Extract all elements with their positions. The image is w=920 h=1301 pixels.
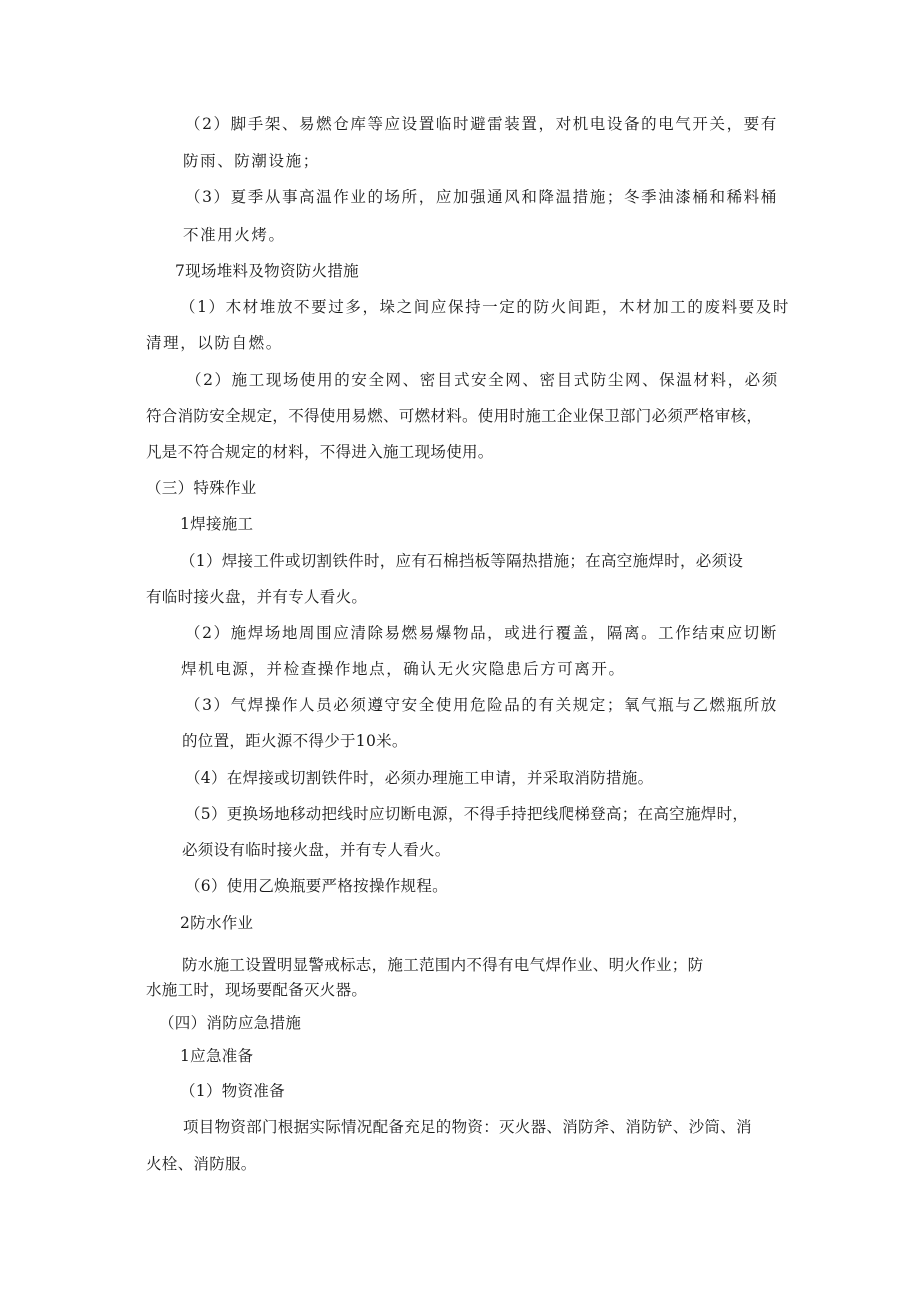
- section-heading: （三）特殊作业: [146, 479, 257, 497]
- text-line: （3）夏季从事高温作业的场所，应加强通风和降温措施；冬季油漆桶和稀料桶: [185, 188, 778, 206]
- text-line: （3）气焊操作人员必须遵守安全使用危险品的有关规定；氧气瓶与乙燃瓶所放: [185, 696, 778, 714]
- text-line: 有临时接火盘，并有专人看火。: [146, 588, 368, 606]
- section-heading: （四）消防应急措施: [159, 1014, 302, 1032]
- section-heading: （1）物资准备: [180, 1082, 285, 1100]
- section-heading: 1应急准备: [180, 1047, 254, 1065]
- text-line: 清理，以防自燃。: [146, 334, 283, 352]
- section-heading: 2防水作业: [180, 914, 254, 932]
- text-line: （1）木材堆放不要过多，垛之间应保持一定的防火间距，木材加工的废料要及时: [180, 298, 790, 316]
- text-line: （1）焊接工件或切割铁件时，应有石棉挡板等隔热措施；在高空施焊时，必须设: [180, 552, 744, 570]
- text-line: （2）施焊场地周围应清除易燃易爆物品，或进行覆盖，隔离。工作结束应切断: [185, 624, 778, 642]
- text-line: 符合消防安全规定，不得使用易燃、可燃材料。使用时施工企业保卫部门必须严格审核，: [146, 407, 763, 425]
- text-line: 焊机电源，并检查操作地点，确认无火灾隐患后方可离开。: [181, 660, 626, 678]
- text-line: 防雨、防潮设施；: [183, 152, 320, 170]
- section-heading: 1焊接施工: [180, 515, 254, 533]
- text-line: （2）脚手架、易燃仓库等应设置临时避雷装置，对机电设备的电气开关，要有: [185, 115, 778, 133]
- text-line: （6）使用乙焕瓶要严格按操作规程。: [185, 877, 448, 895]
- text-line: （4）在焊接或切割铁件时，必须办理施工申请，并采取消防措施。: [185, 769, 654, 787]
- text-line: 水施工时，现场要配备灭火器。: [146, 981, 368, 999]
- section-heading: 7现场堆料及物资防火措施: [175, 262, 359, 280]
- text-line: 凡是不符合规定的材料，不得进入施工现场使用。: [146, 443, 494, 461]
- text-line: 必须设有临时接火盘，并有专人看火。: [182, 841, 451, 859]
- text-line: （2）施工现场使用的安全网、密目式安全网、密目式防尘网、保温材料，必须: [186, 371, 779, 389]
- text-line: 不准用火烤。: [183, 226, 286, 244]
- text-line: 防水施工设置明显警戒标志，施工范围内不得有电气焊作业、明火作业；防: [182, 956, 704, 974]
- text-line: 火栓、消防服。: [146, 1155, 257, 1173]
- text-line: （5）更换场地移动把线时应切断电源，不得手持把线爬梯登高；在高空施焊时，: [185, 805, 749, 823]
- text-line: 项目物资部门根据实际情况配备充足的物资：灭火器、消防斧、消防铲、沙筒、消: [183, 1118, 752, 1136]
- text-line: 的位置，距火源不得少于10米。: [182, 732, 408, 750]
